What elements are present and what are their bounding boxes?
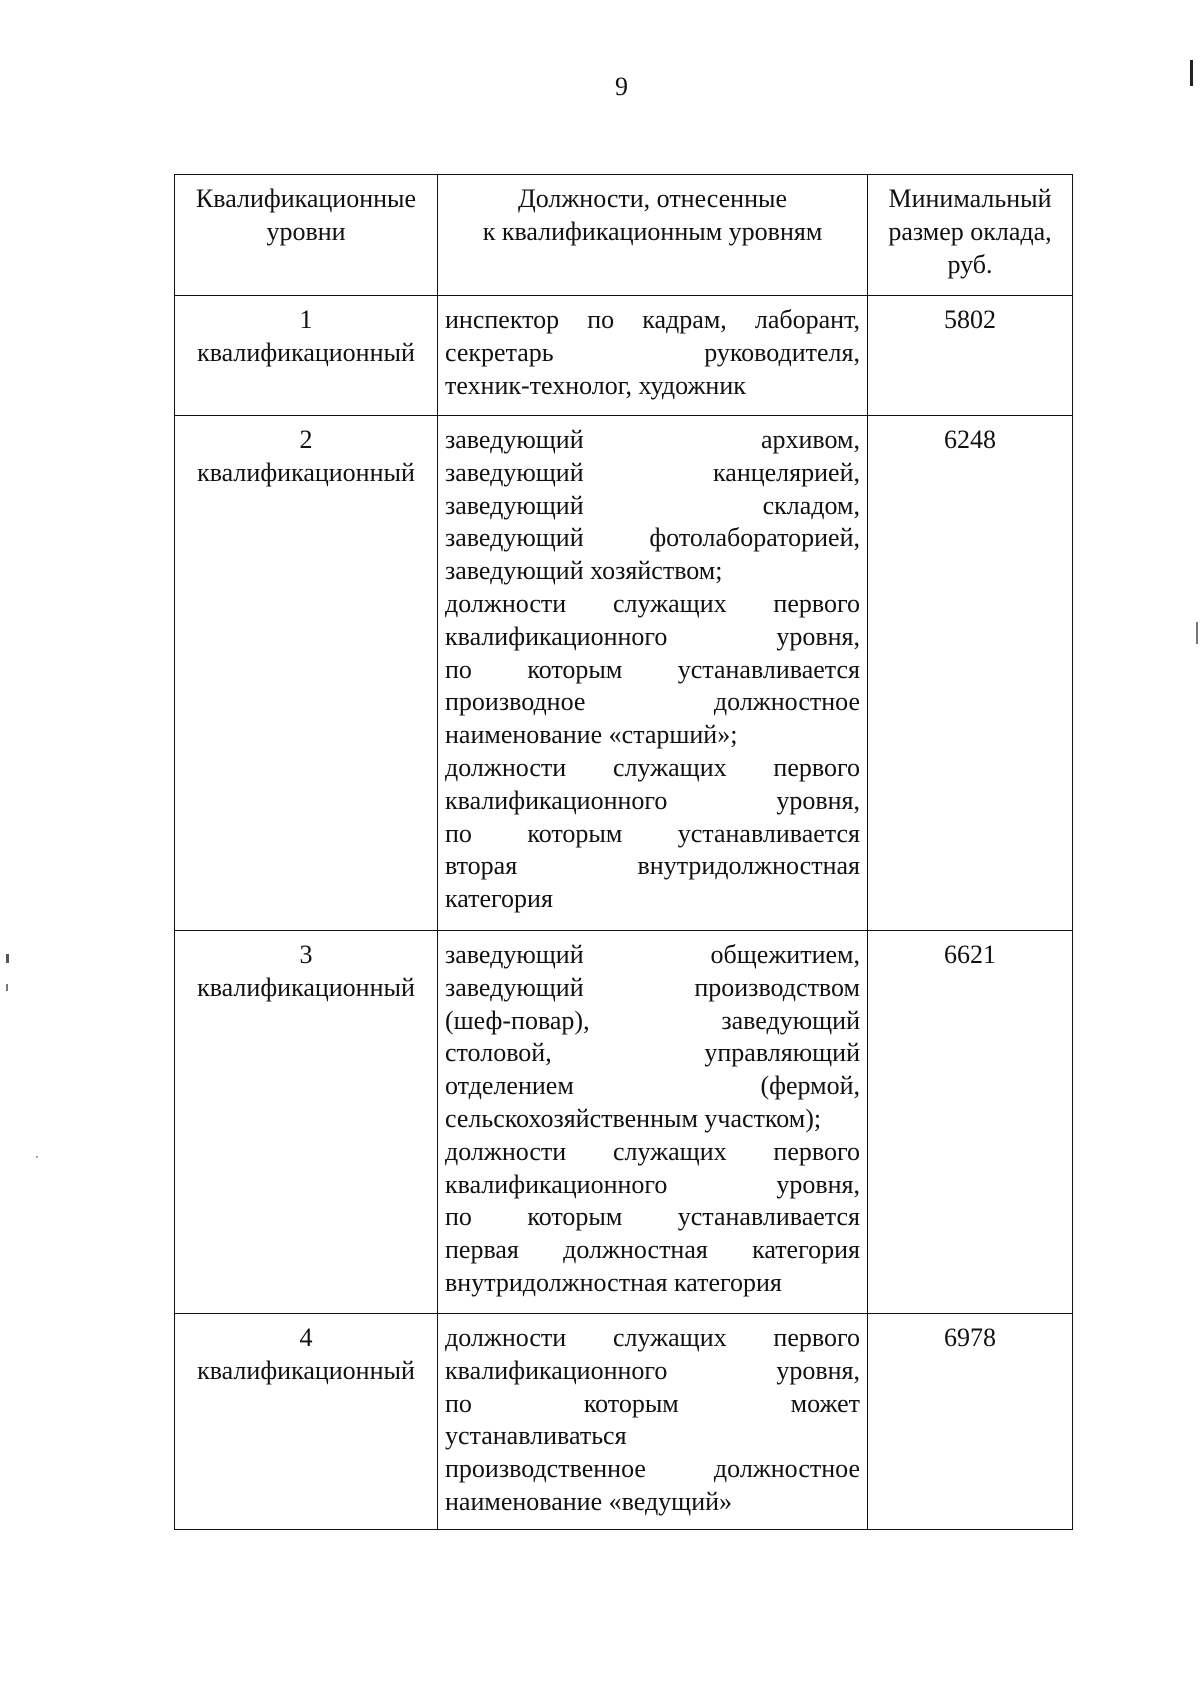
position-line: должности служащих первого bbox=[445, 752, 860, 782]
level-number: 2 bbox=[299, 425, 313, 454]
positions-cell bbox=[438, 1314, 868, 1530]
position-line: инспектор по кадрам, лаборант, bbox=[445, 305, 860, 334]
position-line: первая должностная категория bbox=[445, 1235, 860, 1265]
position-line: производственное должностное bbox=[445, 1454, 860, 1484]
level-cell bbox=[175, 416, 438, 931]
scan-artifact-mark bbox=[1196, 622, 1198, 644]
header-positions-line: Должности, отнесенные bbox=[517, 184, 788, 213]
positions-cell bbox=[438, 296, 868, 416]
position-line: наименование «ведущий» bbox=[445, 1486, 733, 1516]
table-header-row bbox=[175, 175, 1073, 296]
header-qualification-levels: Квалификационные уровни bbox=[175, 175, 438, 296]
position-line: вторая внутридолжностная bbox=[445, 851, 860, 881]
header-min-salary bbox=[868, 175, 1073, 296]
position-line: производное должностное bbox=[445, 687, 860, 717]
header-positions-line: к квалификационным уровням bbox=[482, 216, 823, 246]
header-positions bbox=[438, 175, 868, 296]
positions-cell bbox=[438, 931, 868, 1314]
page-number: 9 bbox=[615, 72, 628, 101]
salary-cell: 6978 bbox=[868, 1314, 1073, 1530]
header-min-salary-line: размер оклада, bbox=[888, 216, 1052, 246]
positions-cell bbox=[438, 416, 868, 931]
position-line: столовой, управляющий bbox=[445, 1038, 860, 1068]
table-row bbox=[175, 296, 1073, 416]
table-row bbox=[175, 416, 1073, 931]
position-line: квалификационного уровня, bbox=[445, 785, 860, 815]
position-line: заведующий фотолабораторией, bbox=[445, 523, 860, 553]
position-line: заведующий хозяйством; bbox=[445, 556, 723, 586]
level-word: квалификационный bbox=[197, 457, 415, 487]
position-line: по которым устанавливается bbox=[445, 1202, 860, 1232]
position-line: заведующий канцелярией, bbox=[445, 457, 860, 487]
level-word: квалификационный bbox=[197, 1355, 415, 1385]
position-line: квалификационного уровня, bbox=[445, 1169, 860, 1199]
position-line: заведующий архивом, bbox=[445, 425, 860, 454]
scan-artifact-mark bbox=[1190, 60, 1193, 86]
position-line: заведующий общежитием, bbox=[445, 940, 860, 969]
level-word: квалификационный bbox=[197, 337, 415, 367]
position-line: квалификационного уровня, bbox=[445, 1355, 860, 1385]
scan-artifact-mark bbox=[6, 954, 9, 963]
scan-artifact-dot bbox=[36, 1156, 38, 1158]
level-number: 4 bbox=[299, 1323, 313, 1352]
salary-cell: 6621 bbox=[868, 931, 1073, 1314]
position-line: сельскохозяйственным участком); bbox=[445, 1103, 822, 1133]
position-line: внутридолжностная категория bbox=[445, 1267, 782, 1297]
position-line: наименование «старший»; bbox=[445, 720, 738, 750]
position-line: (шеф-повар), заведующий bbox=[445, 1005, 860, 1035]
header-min-salary-line: руб. bbox=[947, 249, 993, 279]
position-line: по которым устанавливается bbox=[445, 818, 860, 848]
position-line: устанавливаться bbox=[445, 1421, 627, 1451]
position-line: должности служащих первого bbox=[445, 1323, 860, 1352]
qualification-levels-table bbox=[174, 174, 1073, 1530]
salary-cell: 6248 bbox=[868, 416, 1073, 931]
position-line: по которым может bbox=[445, 1388, 860, 1418]
position-line: заведующий складом, bbox=[445, 490, 860, 520]
level-cell bbox=[175, 1314, 438, 1530]
salary-cell: 5802 bbox=[868, 296, 1073, 416]
table-row bbox=[175, 1314, 1073, 1530]
level-cell bbox=[175, 296, 438, 416]
level-cell bbox=[175, 931, 438, 1314]
position-line: должности служащих первого bbox=[445, 588, 860, 618]
position-line: по которым устанавливается bbox=[445, 654, 860, 684]
position-line: категория bbox=[445, 884, 553, 914]
position-line: заведующий производством bbox=[445, 972, 860, 1002]
position-line: техник-технолог, художник bbox=[445, 370, 746, 400]
position-line: секретарь руководителя, bbox=[445, 337, 860, 367]
position-line: квалификационного уровня, bbox=[445, 621, 860, 651]
position-line: должности служащих первого bbox=[445, 1136, 860, 1166]
scan-artifact-mark bbox=[6, 984, 8, 991]
header-min-salary-line: Минимальный bbox=[888, 184, 1052, 213]
position-line: отделением (фермой, bbox=[445, 1071, 860, 1101]
level-word: квалификационный bbox=[197, 972, 415, 1002]
level-number: 3 bbox=[299, 940, 313, 969]
level-number: 1 bbox=[299, 305, 313, 334]
table-row bbox=[175, 931, 1073, 1314]
